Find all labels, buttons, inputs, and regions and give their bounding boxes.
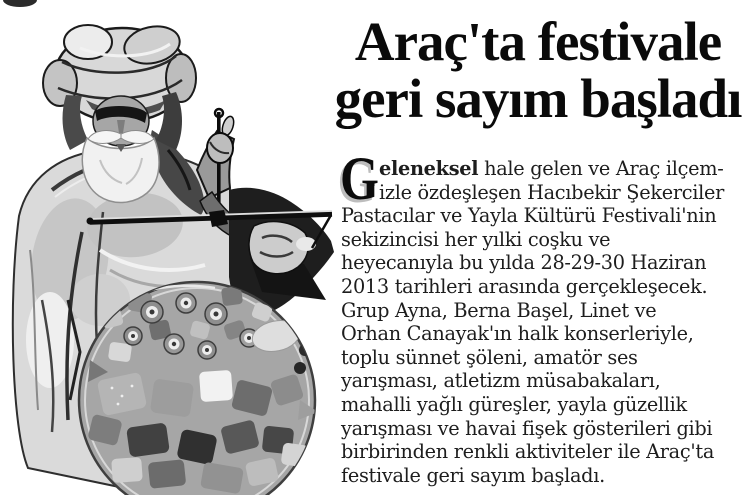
article-line: 2013 tarihleri arasında gerçekleşecek. xyxy=(341,274,708,298)
article-line: eleneksel hale gelen ve Araç ilçem- xyxy=(379,157,724,180)
headline xyxy=(326,13,750,127)
article-line: sekizincisi her yılki coşku ve xyxy=(341,227,611,251)
article-line: mahalli yağlı güreşler, yayla güzellik xyxy=(341,392,687,416)
article-line: birbirinden renkli aktiviteler ile Araç'ta xyxy=(341,440,715,464)
article-photo xyxy=(0,0,338,495)
article-line: Pastacılar ve Yayla Kültürü Festivali'nin xyxy=(341,204,717,228)
article-lines xyxy=(341,157,750,487)
article-line: toplu sünnet şöleni, amatör ses xyxy=(341,345,638,369)
article-line: Grup Ayna, Berna Başel, Linet ve xyxy=(341,298,657,322)
headline-line-2: geri sayım başladı xyxy=(334,68,742,129)
article-line: yarışması, atletizm müsabakaları, xyxy=(341,369,661,393)
candy-tray xyxy=(79,282,320,495)
headline-line-1: Araç'ta festivale xyxy=(354,11,722,72)
dropcap: G xyxy=(340,146,379,213)
article-line: festivale geri sayım başladı. xyxy=(341,463,605,487)
article-line: Orhan Canayak'ın halk konserleriyle, xyxy=(341,322,694,346)
article-line: izle özdeşleşen Hacıbekir Şekerciler xyxy=(379,180,724,204)
article-line: heyecanıyla bu yılda 28-29-30 Haziran xyxy=(341,251,707,275)
article-line: yarışması ve havai fişek gösterileri gibi xyxy=(341,416,713,440)
lead-word-bold: eleneksel xyxy=(379,157,479,180)
corner-mark-icon xyxy=(3,0,37,7)
